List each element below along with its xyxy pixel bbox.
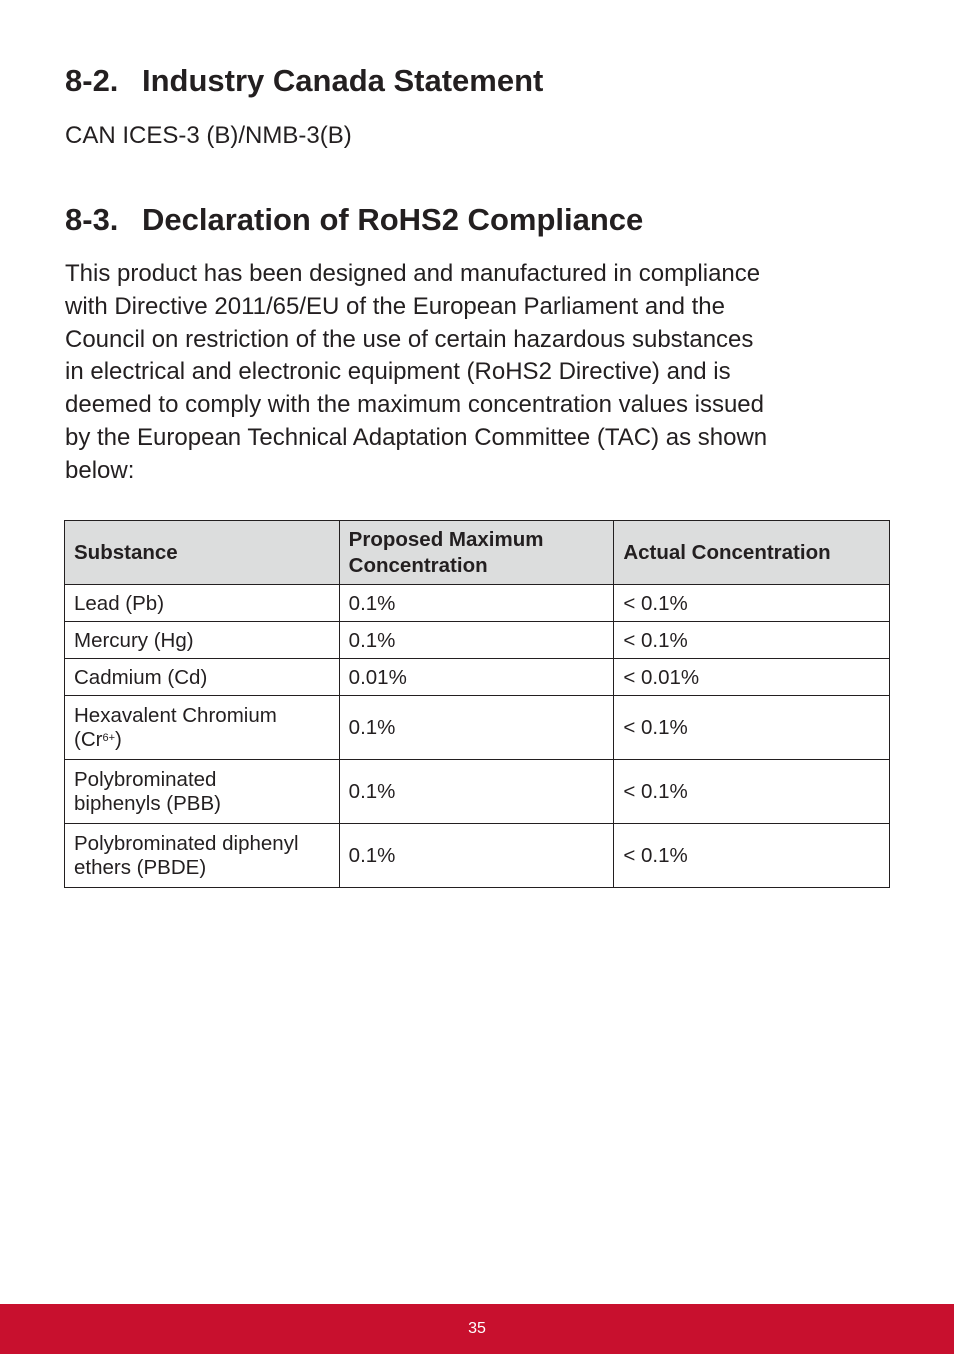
paragraph-line: Council on restriction of the use of certain hazardous substances xyxy=(65,325,754,353)
section-title: Industry Canada Statement xyxy=(142,63,544,98)
table-row xyxy=(65,760,890,824)
rohs-declaration-paragraph xyxy=(65,258,895,488)
section-number: 8-2. xyxy=(65,63,119,98)
cell-substance: Cadmium (Cd) xyxy=(65,659,340,696)
cell-proposed: 0.1% xyxy=(339,760,614,824)
cell-actual: < 0.1% xyxy=(614,585,890,622)
cell-proposed: 0.1% xyxy=(339,696,614,760)
table-header-row xyxy=(65,521,890,585)
table-row xyxy=(65,824,890,888)
paragraph-line: by the European Technical Adaptation Committee (TAC) as shown xyxy=(65,423,768,451)
substance-line: (Cr xyxy=(74,727,103,751)
cell-substance: Lead (Pb) xyxy=(65,585,340,622)
section-number: 8-3. xyxy=(65,202,119,237)
paragraph-line: deemed to comply with the maximum concentration values issued xyxy=(65,391,764,419)
ices-statement: CAN ICES-3 (B)/NMB-3(B) xyxy=(65,122,352,149)
section-heading-industry-canada xyxy=(65,63,543,99)
substance-line: Hexavalent Chromium xyxy=(74,703,277,727)
cell-actual: < 0.1% xyxy=(614,622,890,659)
cell-substance xyxy=(65,760,340,824)
rohs-concentration-table xyxy=(64,520,890,888)
paragraph-line: below: xyxy=(65,456,135,484)
header-text: Concentration xyxy=(348,553,488,577)
substance-line: Polybrominated xyxy=(74,767,217,791)
table-row xyxy=(65,622,890,659)
section-heading-rohs2 xyxy=(65,202,643,238)
cell-proposed: 0.1% xyxy=(339,585,614,622)
cell-proposed: 0.01% xyxy=(339,659,614,696)
oxidation-state: 6+ xyxy=(102,731,116,744)
paragraph-line: This product has been designed and manufactured in compliance xyxy=(65,260,761,287)
section-title: Declaration of RoHS2 Compliance xyxy=(142,202,644,237)
header-proposed-max xyxy=(339,521,614,585)
cell-substance: Mercury (Hg) xyxy=(65,622,340,659)
substance-line: biphenyls (PBB) xyxy=(74,791,221,815)
header-actual: Actual Concentration xyxy=(614,521,890,585)
header-substance: Substance xyxy=(65,521,340,585)
header-text: Proposed Maximum xyxy=(348,527,544,551)
paragraph-line: with Directive 2011/65/EU of the European Parliament and the xyxy=(65,292,725,320)
page-number: 35 xyxy=(468,1320,486,1337)
paragraph-line: in electrical and electronic equipment (RoHS2 Directive) and is xyxy=(65,358,731,386)
cell-proposed: 0.1% xyxy=(339,622,614,659)
table-row xyxy=(65,659,890,696)
cell-actual: < 0.1% xyxy=(614,824,890,888)
table-row xyxy=(65,585,890,622)
cell-proposed: 0.1% xyxy=(339,824,614,888)
substance-line: Polybrominated diphenyl xyxy=(74,831,299,855)
cell-substance xyxy=(65,696,340,760)
substance-line-suffix: ) xyxy=(115,727,122,751)
cell-substance xyxy=(65,824,340,888)
cell-actual: < 0.01% xyxy=(614,659,890,696)
cell-actual: < 0.1% xyxy=(614,696,890,760)
table-row xyxy=(65,696,890,760)
substance-line: ethers (PBDE) xyxy=(74,855,207,879)
cell-actual: < 0.1% xyxy=(614,760,890,824)
